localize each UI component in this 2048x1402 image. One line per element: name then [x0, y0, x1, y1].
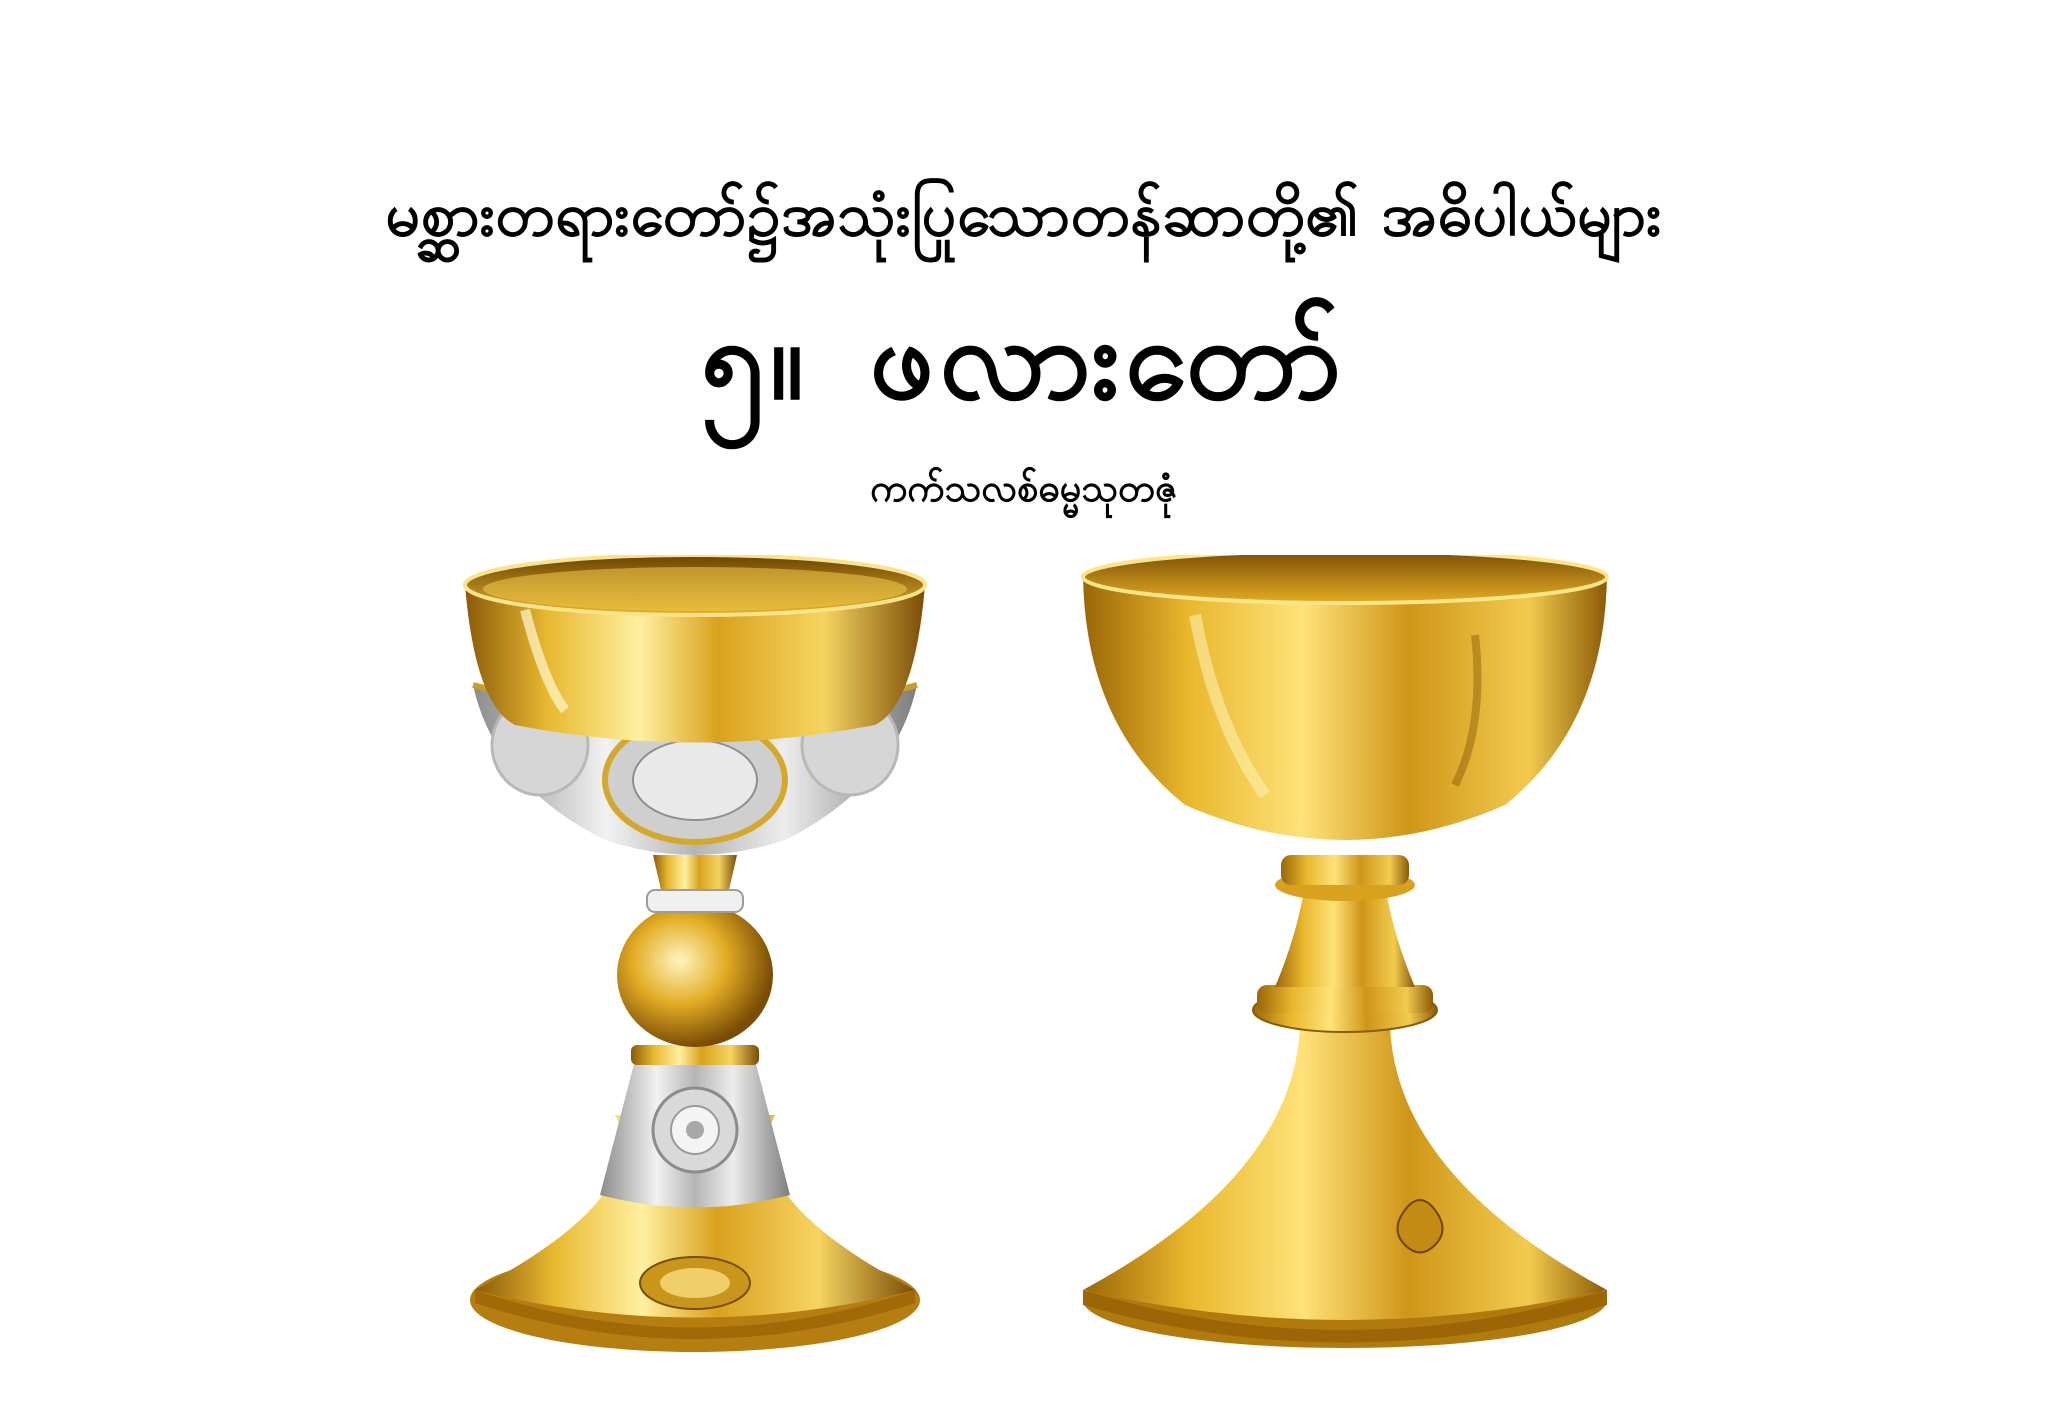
credit-text: ကက်သလစ်ဓမ္မသုတဇုံ [870, 466, 1178, 510]
item-number: ၅။ [700, 295, 810, 425]
plain-chalice-image [1075, 555, 1615, 1355]
item-heading [0, 285, 2048, 435]
ornate-chalice-image [455, 555, 935, 1360]
item-name: ဖလားတော် [869, 295, 1348, 425]
page-title: မစ္ဆားတရားတော်၌အသုံးပြုသောတန်ဆာတို့၏ အဓိပါယ်များ [385, 180, 1663, 250]
